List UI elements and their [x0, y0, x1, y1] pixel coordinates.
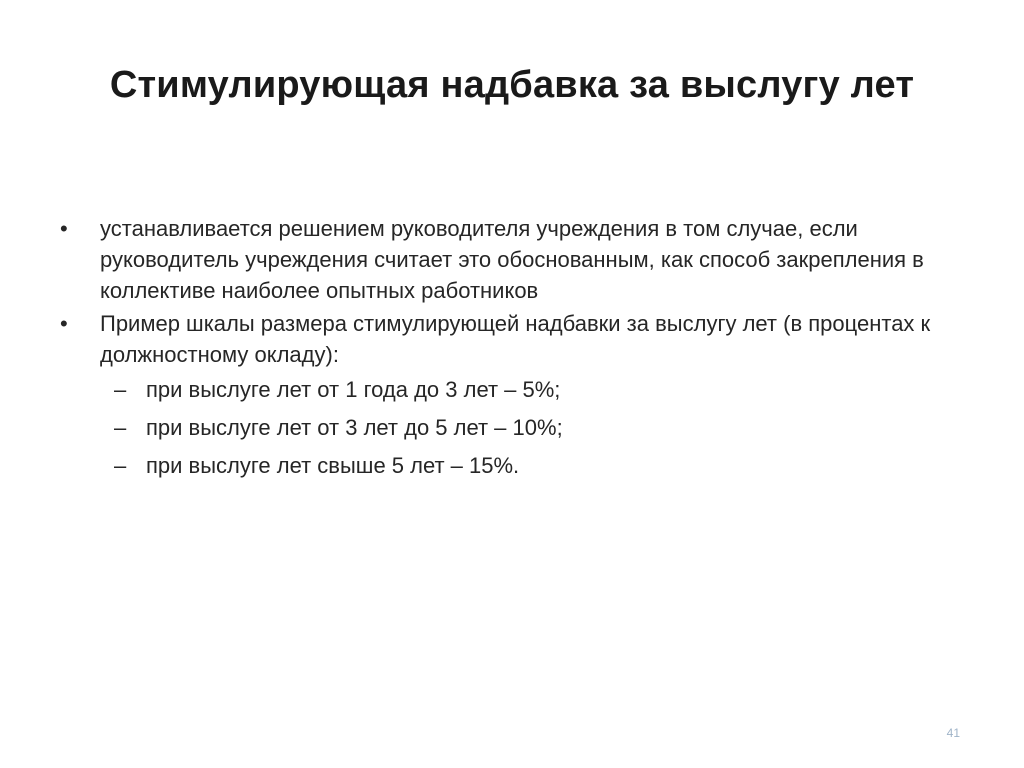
page-number: 41	[946, 726, 960, 740]
dash-icon: –	[114, 453, 127, 478]
bullet-icon: •	[60, 216, 68, 241]
sub-item-text: при выслуге лет свыше 5 лет – 15%.	[146, 453, 520, 478]
sub-list	[100, 374, 978, 481]
sub-list-item	[100, 412, 978, 443]
dash-icon: –	[114, 377, 127, 402]
bullet-text: Пример шкалы размера стимулирующей надбавки за выслугу лет (в процентах к должностному окладу):	[100, 311, 931, 367]
slide-title: Стимулирующая надбавка за выслугу лет	[109, 64, 915, 106]
bullet-icon: •	[60, 311, 68, 336]
sub-item-text: при выслуге лет от 1 года до 3 лет – 5%;	[146, 377, 561, 402]
bullet-text: устанавливается решением руководителя учреждения в том случае, если руководитель учреждения считает это обоснованным, как способ закрепления в коллективе наиболее опытных работников	[100, 216, 924, 303]
sub-list-item	[100, 374, 978, 405]
sub-list-item	[100, 450, 978, 481]
bullet-item	[58, 213, 978, 306]
bullet-item	[58, 308, 978, 481]
bullet-list	[58, 213, 978, 488]
sub-item-text: при выслуге лет от 3 лет до 5 лет – 10%;	[146, 415, 563, 440]
dash-icon: –	[114, 415, 127, 440]
